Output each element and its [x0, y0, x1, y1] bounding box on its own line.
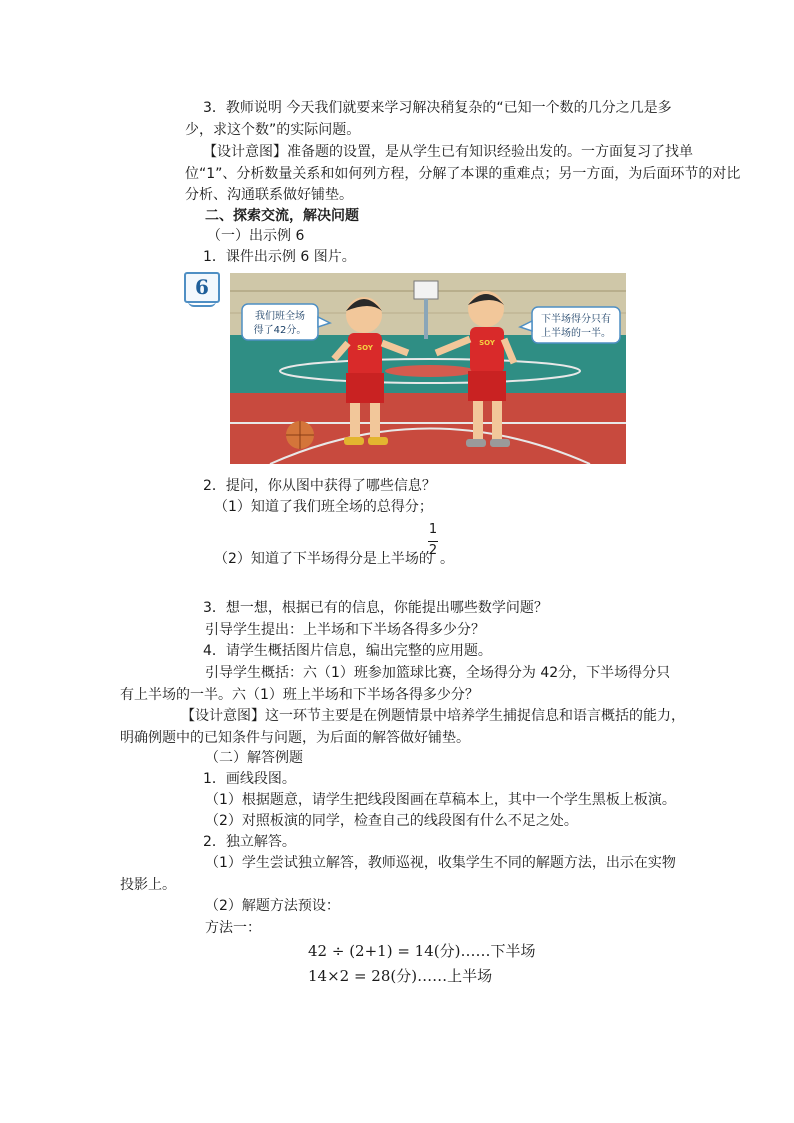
section-heading: 二、探索交流，解决问题 [205, 208, 359, 224]
line-14: 4．请学生概括图片信息，编出完整的应用题。 [203, 643, 492, 659]
line-24: （1）学生尝试独立解答，教师巡视，收集学生不同的解题方法，出示在实物 [205, 855, 676, 871]
line-21: （1）根据题意，请学生把线段图画在草稿本上，其中一个学生黑板上板演。 [205, 792, 676, 808]
line-11: （2）知道了下半场得分是上半场的 [214, 551, 433, 567]
line-11-end: 。 [440, 551, 454, 567]
example-badge: 6 [184, 272, 220, 303]
line-20: 1．画线段图。 [203, 771, 296, 787]
line-23: 2．独立解答。 [203, 834, 296, 850]
line-3: 【设计意图】准备题的设置，是从学生已有知识经验出发的。一方面复习了找单 [203, 144, 693, 160]
speech-bubble-right [520, 307, 620, 343]
svg-text:下半场得分只有: 下半场得分只有 [541, 314, 611, 325]
svg-text:SOY: SOY [357, 344, 373, 352]
formula-1: 42 ÷ (2+1) = 14(分)……下半场 [308, 942, 536, 960]
fraction-bar [428, 541, 438, 542]
line-13: 引导学生提出：上半场和下半场各得多少分？ [205, 622, 485, 638]
speech-bubble-left [242, 304, 330, 340]
line-26: （2）解题方法预设： [205, 898, 340, 914]
line-5: 分析、沟通联系做好铺垫。 [185, 187, 353, 203]
line-8: 1．课件出示例 6 图片。 [203, 249, 356, 265]
basketball-illustration [230, 273, 626, 464]
fraction-numerator: 1 [428, 522, 438, 537]
line-18: 明确例题中的已知条件与问题，为后面的解答做好铺垫。 [120, 730, 470, 746]
formula-2: 14×2 = 28(分)……上半场 [308, 967, 493, 985]
line-22: （2）对照板演的同学，检查自己的线段图有什么不足之处。 [205, 813, 578, 829]
svg-text:得了42分。: 得了42分。 [253, 325, 307, 336]
svg-text:SOY: SOY [479, 339, 495, 347]
line-1: 3．教师说明 今天我们就要来学习解决稍复杂的“已知一个数的几分之几是多 [203, 100, 672, 116]
line-2: 少，求这个数”的实际问题。 [185, 122, 361, 138]
line-10: （1）知道了我们班全场的总得分； [214, 499, 433, 515]
line-27: 方法一： [205, 920, 261, 936]
line-15: 引导学生概括：六（1）班参加篮球比赛，全场得分为 42分，下半场得分只 [205, 665, 671, 681]
line-7: （一）出示例 6 [207, 228, 305, 244]
line-17: 【设计意图】这一环节主要是在例题情景中培养学生捕捉信息和语言概括的能力， [181, 708, 685, 724]
line-25: 投影上。 [120, 877, 176, 893]
svg-text:我们班全场: 我们班全场 [255, 311, 305, 322]
fraction-denominator: 2 [428, 543, 438, 558]
line-9: 2．提问，你从图中获得了哪些信息？ [203, 478, 436, 494]
line-16: 有上半场的一半。六（1）班上半场和下半场各得多少分？ [120, 687, 479, 703]
line-4: 位“1”、分析数量关系和如何列方程，分解了本课的重难点；另一方面，为后面环节的对比 [185, 166, 741, 182]
line-12: 3．想一想，根据已有的信息，你能提出哪些数学问题？ [203, 600, 548, 616]
svg-text:上半场的一半。: 上半场的一半。 [541, 328, 611, 339]
line-19: （二）解答例题 [205, 750, 303, 766]
